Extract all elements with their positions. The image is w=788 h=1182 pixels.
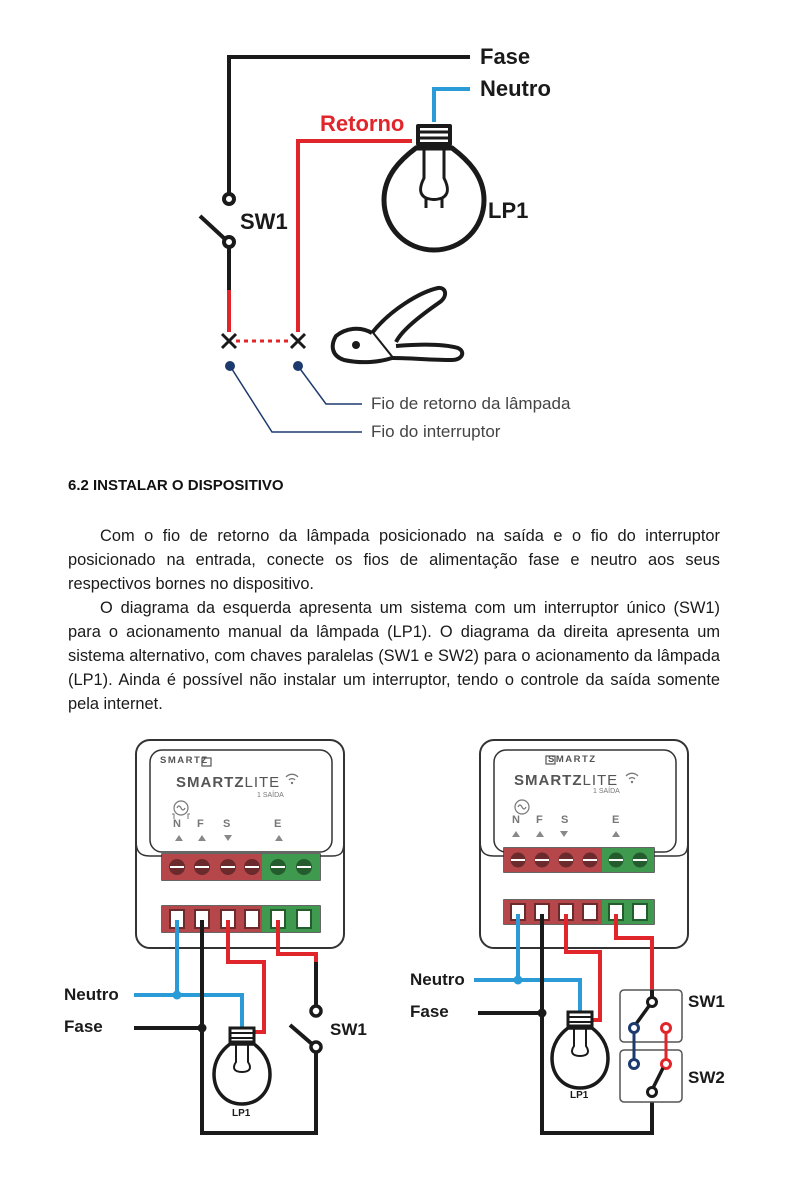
smartz-device-left xyxy=(136,740,344,948)
lamp-lp1-icon xyxy=(384,126,484,250)
right-terminal-e: E xyxy=(612,814,620,826)
callout-interruptor-text: Fio do interruptor xyxy=(371,422,501,441)
left-lamp-lp1-icon xyxy=(214,1028,270,1104)
right-label-neutro: Neutro xyxy=(410,970,465,989)
sw1-lever xyxy=(200,216,226,240)
left-label-neutro: Neutro xyxy=(64,985,119,1004)
left-model-bold: SMARTZ xyxy=(176,774,245,791)
cut-mark-right xyxy=(291,334,305,348)
right-terminal-n: N xyxy=(512,814,520,826)
left-terminal-s: S xyxy=(223,818,231,830)
callout-line-retorno xyxy=(298,366,362,404)
right-device-output: 1 SAÍDA xyxy=(593,788,620,795)
left-terminal-e: E xyxy=(274,818,282,830)
right-model-bold: SMARTZ xyxy=(514,772,583,789)
label-sw1: SW1 xyxy=(240,209,288,234)
left-wiring-diagram xyxy=(0,730,394,1182)
right-sw2-switch-icon xyxy=(620,1050,682,1102)
callout-line-interruptor xyxy=(230,366,362,432)
callout-retorno-text: Fio de retorno da lâmpada xyxy=(371,394,571,413)
right-label-sw2: SW2 xyxy=(688,1068,725,1087)
right-label-lp1: LP1 xyxy=(570,1090,589,1101)
top-wiring-diagram xyxy=(0,0,788,460)
left-device-model xyxy=(176,774,280,791)
right-terminal-s: S xyxy=(561,814,569,826)
left-label-sw1: SW1 xyxy=(330,1020,367,1039)
left-model-light: LITE xyxy=(244,774,281,791)
right-neutro-to-lamp xyxy=(518,980,580,1014)
right-device-brand: SMARTZ xyxy=(548,754,597,765)
label-lp1: LP1 xyxy=(488,198,529,223)
right-wiring-diagram xyxy=(394,730,788,1182)
right-label-sw1: SW1 xyxy=(688,992,725,1011)
left-device-brand: SMARTZ xyxy=(160,755,209,766)
right-label-fase: Fase xyxy=(410,1002,449,1021)
sw1-terminal-bottom xyxy=(224,237,234,247)
right-terminal-f: F xyxy=(536,814,543,826)
section-title: 6.2 INSTALAR O DISPOSITIVO xyxy=(68,477,284,494)
left-label-fase: Fase xyxy=(64,1017,103,1036)
right-model-light: LITE xyxy=(582,772,619,789)
cut-mark-left xyxy=(222,334,236,348)
label-retorno: Retorno xyxy=(320,111,405,136)
neutro-wire xyxy=(434,89,470,122)
right-device-model xyxy=(514,772,618,789)
label-fase: Fase xyxy=(480,44,531,69)
left-label-lp1: LP1 xyxy=(232,1108,251,1119)
left-terminal-n: N xyxy=(173,818,181,830)
pliers-icon xyxy=(333,288,463,362)
left-fase-wire-loop xyxy=(202,920,316,1133)
sw1-terminal-top xyxy=(224,194,234,204)
right-lamp-lp1-icon xyxy=(552,1012,608,1088)
paragraph-2: O diagrama da esquerda apresenta um sistema com um interruptor único (SW1) para o acionamento manual da lâmpada (LP1). O diagrama da direita apresenta um sistema alternativo, com chaves paralelas (SW1 e SW2) para o acionamento da lâmpada (LP1). Ainda é possível não instalar um interruptor, tendo o controle da saída somente pela internet. xyxy=(68,599,720,713)
left-device-output: 1 SAÍDA xyxy=(257,792,284,799)
left-terminal-f: F xyxy=(197,818,204,830)
paragraph-1: Com o fio de retorno da lâmpada posicionado na saída e o fio do interruptor posicionado na entrada, conecte os fios de alimentação fase e neutro aos seus respectivos bornes no dispositivo. xyxy=(68,527,720,593)
left-sw1-switch-icon xyxy=(290,962,321,1052)
right-sw1-switch-icon xyxy=(620,990,682,1042)
label-neutro: Neutro xyxy=(480,76,551,101)
